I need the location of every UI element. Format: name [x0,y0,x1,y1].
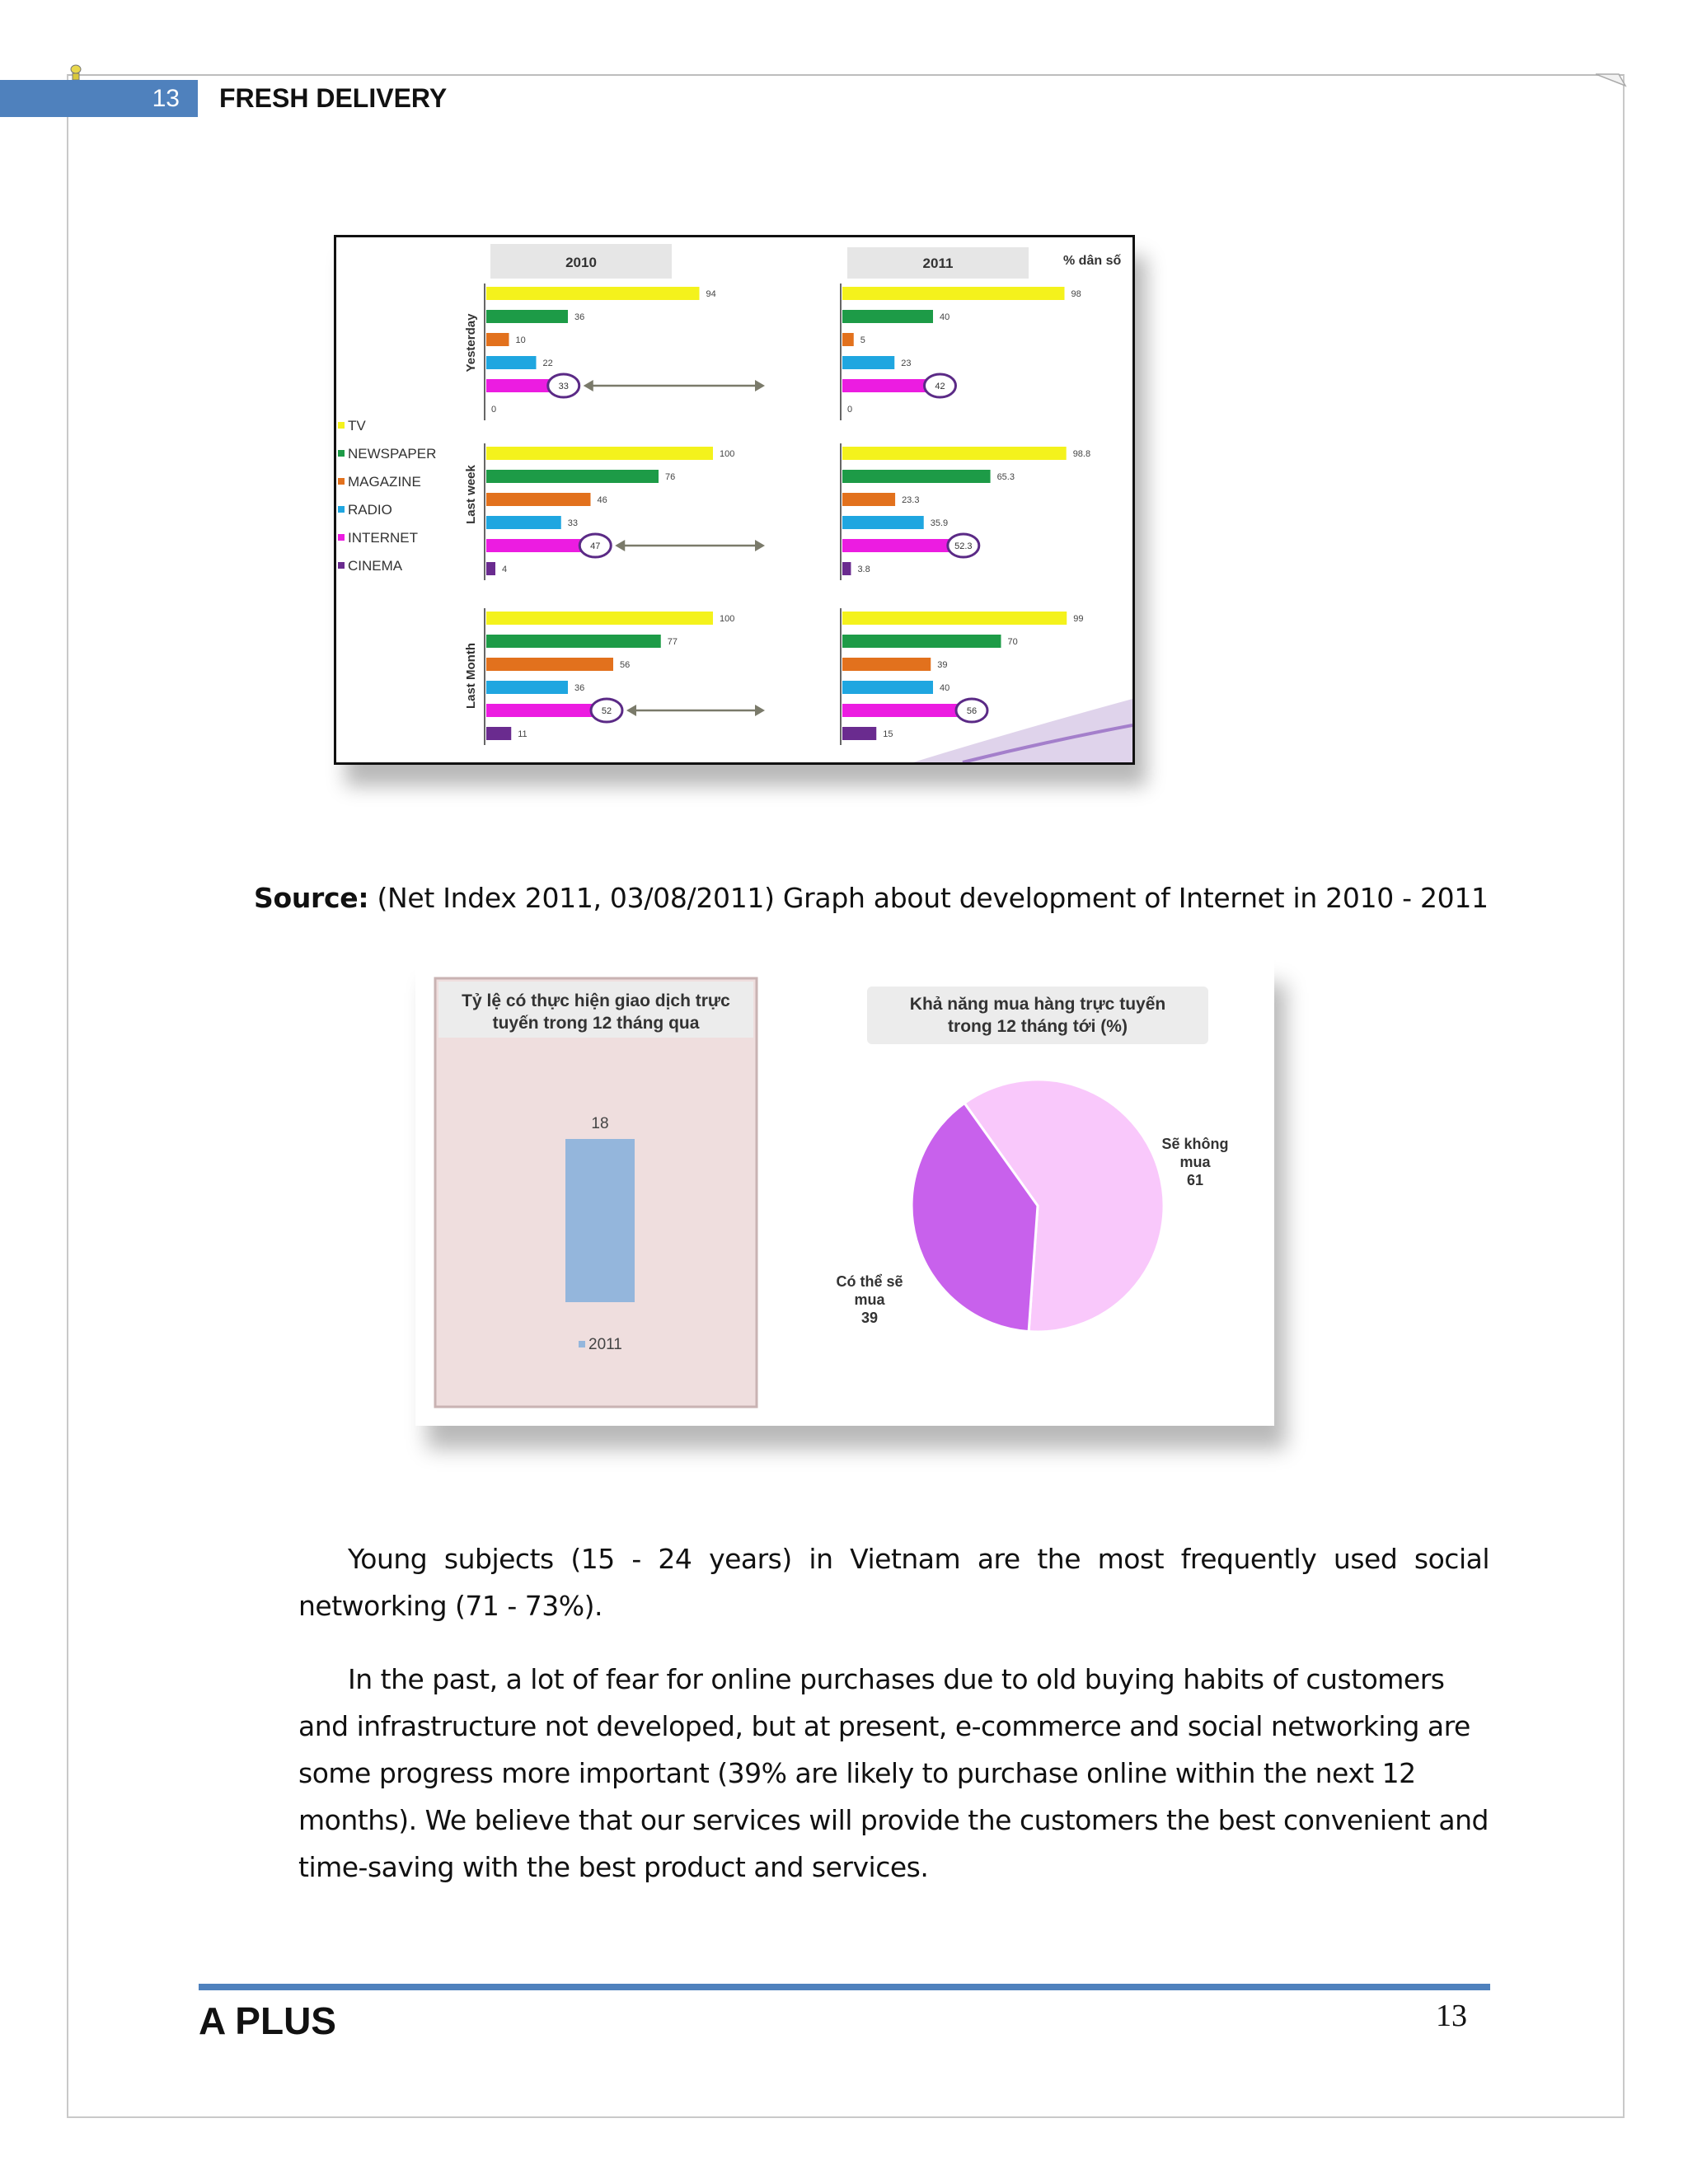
bar-panel-title-line1: Tỷ lệ có thực hiện giao dịch trực [462,991,730,1010]
bar-2010-last-month-tv [486,612,713,625]
data-label-2010-last-month-tv: 100 [720,614,735,624]
bar-2011-last-month-tv [842,612,1067,625]
legend-label-radio: RADIO [348,502,392,518]
media-usage-chart-figure [334,235,1135,765]
pie-panel-title-line2: trong 12 tháng tới (%) [948,1017,1128,1036]
bar-2011-last-week-radio [842,516,924,529]
data-label-2010-yesterday-radio: 22 [542,359,553,368]
data-label-2011-yesterday-tv: 98 [1071,289,1081,299]
figure-caption [254,878,1489,919]
bar-2011-yesterday-radio [842,356,894,369]
data-label-2011-last-week-cinema: 3.8 [857,565,870,574]
data-label-2011-last-month-magazine: 39 [937,660,948,670]
data-label-2011-last-week-radio: 35.9 [930,518,949,528]
legend-swatch-tv [338,422,345,429]
data-label-2010-yesterday-cinema: 0 [491,405,497,415]
footer-page-number: 13 [1436,1999,1467,2033]
data-label-2010-last-week-newspaper: 76 [665,472,676,482]
bar-2011-last-month-magazine [842,658,931,671]
arrow-head-left-last-week [615,540,625,551]
bar-2010-last-month-radio [486,681,568,694]
paragraph-text: Young subjects (15 - 24 years) in Vietnam are the most frequently used social networking (71 - 73%). [298,1543,1489,1622]
footer-company: A PLUS [199,1999,336,2042]
header-page-number: 13 [0,80,198,117]
bar-2010-last-week-newspaper [486,470,659,483]
data-label-2011-last-week-tv: 98.8 [1072,449,1091,459]
paragraph-young-subjects [298,1535,1489,1629]
data-label-2010-last-week-magazine: 46 [597,495,607,505]
data-label-2011-last-month-cinema: 15 [883,729,893,739]
data-label-2010-last-month-magazine: 56 [620,660,631,670]
bar-panel-title-line2: tuyến trong 12 tháng qua [492,1014,700,1033]
bar-2011-yesterday-tv [842,287,1065,300]
data-label-2010-last-month-internet: 52 [601,706,612,716]
bar-2010-last-week-internet [486,539,593,552]
bar-2010-last-month-internet [486,704,604,717]
pie-chart [912,1080,1164,1332]
bar-2010-yesterday-newspaper [486,310,568,323]
pie-label-no-buy-line2: mua [1179,1154,1211,1170]
bar-2010-last-week-radio [486,516,561,529]
pie-label-no-buy-line1: Sẽ không [1161,1136,1229,1152]
bar-2011-last-week-magazine [842,493,895,506]
bar-2011-yesterday-magazine [842,333,854,346]
legend-label-tv: TV [348,418,366,434]
bar-2010-last-week-tv [486,447,713,460]
data-label-2011-yesterday-newspaper: 40 [940,312,950,322]
bar-panel-legend-swatch [579,1341,585,1347]
bar-2011-last-week-tv [842,447,1067,460]
arrow-head-right-yesterday [755,380,765,391]
data-label-2011-last-month-tv: 99 [1073,614,1084,624]
header-title: FRESH DELIVERY [219,83,448,113]
bar-2011-last-week-internet [842,539,961,552]
bar-2010-last-month-magazine [486,658,613,671]
data-label-2010-yesterday-tv: 94 [706,289,716,299]
data-label-2011-yesterday-magazine: 5 [860,335,865,345]
row-label-last-month: Last Month [464,643,478,709]
paragraph-ecommerce [298,1656,1489,1891]
legend-swatch-cinema [338,562,345,569]
arrow-head-right-last-month [755,705,765,716]
pie-panel-title-line1: Khả năng mua hàng trực tuyến [909,995,1166,1014]
legend-label-internet: INTERNET [348,530,418,546]
data-label-2011-last-month-radio: 40 [940,683,950,693]
data-label-2011-last-week-internet: 52.3 [954,541,973,551]
data-label-2010-yesterday-magazine: 10 [515,335,526,345]
data-label-2010-last-week-tv: 100 [720,449,735,459]
pie-label-may-buy-line1: Có thể sẽ [836,1273,903,1290]
pie-label-no-buy-value: 61 [1186,1172,1204,1188]
caption-text: (Net Index 2011, 03/08/2011) Graph about development of Internet in 2010 - 2011 [368,882,1489,914]
data-label-2010-last-month-newspaper: 77 [667,637,678,647]
data-label-2011-yesterday-radio: 23 [901,359,912,368]
bar-2011-yesterday-newspaper [842,310,933,323]
data-label-2011-last-month-newspaper: 70 [1007,637,1018,647]
bar-2011-last-month-newspaper [842,635,1001,648]
panel-title-2011: 2011 [922,255,954,271]
data-label-2010-last-month-radio: 36 [574,683,585,693]
bar-2011-last-month-radio [842,681,933,694]
bar-2011 [565,1139,635,1302]
legend-swatch-radio [338,506,345,513]
page-corner-fold [1596,73,1629,97]
bar-2011-last-month-cinema [842,727,876,740]
bar-panel-plot [565,1139,635,1302]
legend-label-magazine: MAGAZINE [348,474,421,490]
bar-2011-last-month-internet [842,704,969,717]
unit-label: % dân số [1063,254,1122,268]
legend-label-cinema: CINEMA [348,558,403,574]
online-shopping-figure [415,960,1274,1426]
data-label-2011-yesterday-internet: 42 [935,382,945,391]
online-shopping-charts [415,960,1274,1426]
row-label-last-week: Last week [464,465,478,524]
footer-rule [199,1984,1490,1990]
data-label-2010-last-week-radio: 33 [567,518,578,528]
data-label-2011-yesterday-cinema: 0 [847,405,853,415]
bar-2010-yesterday-magazine [486,333,509,346]
arrow-head-left-yesterday [584,380,593,391]
bar-2010-yesterday-tv [486,287,700,300]
bar-2011-last-week-newspaper [842,470,991,483]
legend-label-newspaper: NEWSPAPER [348,446,437,462]
arrow-head-left-last-month [626,705,636,716]
arrow-head-right-last-week [755,540,765,551]
bar-panel-legend-label: 2011 [588,1336,622,1353]
legend-swatch-newspaper [338,450,345,457]
bar-2010-yesterday-radio [486,356,537,369]
panel-title-2010: 2010 [565,255,597,270]
bar-panel-value-label: 18 [591,1115,609,1132]
data-label-2010-last-week-internet: 47 [590,541,601,551]
paragraph-text: In the past, a lot of fear for online purchases due to old buying habits of customers and infrastructure not developed, but at present, e-commerce and social networking are some progress more important (39% are likely to purchase online within the next 12 months). We believe that our services will provide the customers the best convenient and time-saving with the best product and services. [298,1663,1489,1883]
row-label-yesterday: Yesterday [464,313,478,373]
bar-2010-last-month-newspaper [486,635,661,648]
data-label-2011-last-week-newspaper: 65.3 [996,472,1015,482]
pie-label-may-buy-line2: mua [854,1291,885,1308]
legend-swatch-magazine [338,478,345,485]
bar-2010-last-month-cinema [486,727,511,740]
media-usage-chart [336,237,1132,762]
pie-label-may-buy-value: 39 [860,1310,879,1326]
data-label-2010-yesterday-newspaper: 36 [574,312,585,322]
bar-2010-last-week-cinema [486,562,495,575]
bar-2010-last-week-magazine [486,493,591,506]
bar-2011-last-week-cinema [842,562,851,575]
legend-swatch-internet [338,534,345,541]
data-label-2010-last-month-cinema: 11 [518,729,528,739]
data-label-2011-last-week-magazine: 23.3 [902,495,920,505]
data-label-2011-last-month-internet: 56 [966,706,978,716]
caption-source-label: Source: [254,882,369,914]
data-label-2010-last-week-cinema: 4 [502,565,508,574]
data-label-2010-yesterday-internet: 33 [558,382,569,391]
